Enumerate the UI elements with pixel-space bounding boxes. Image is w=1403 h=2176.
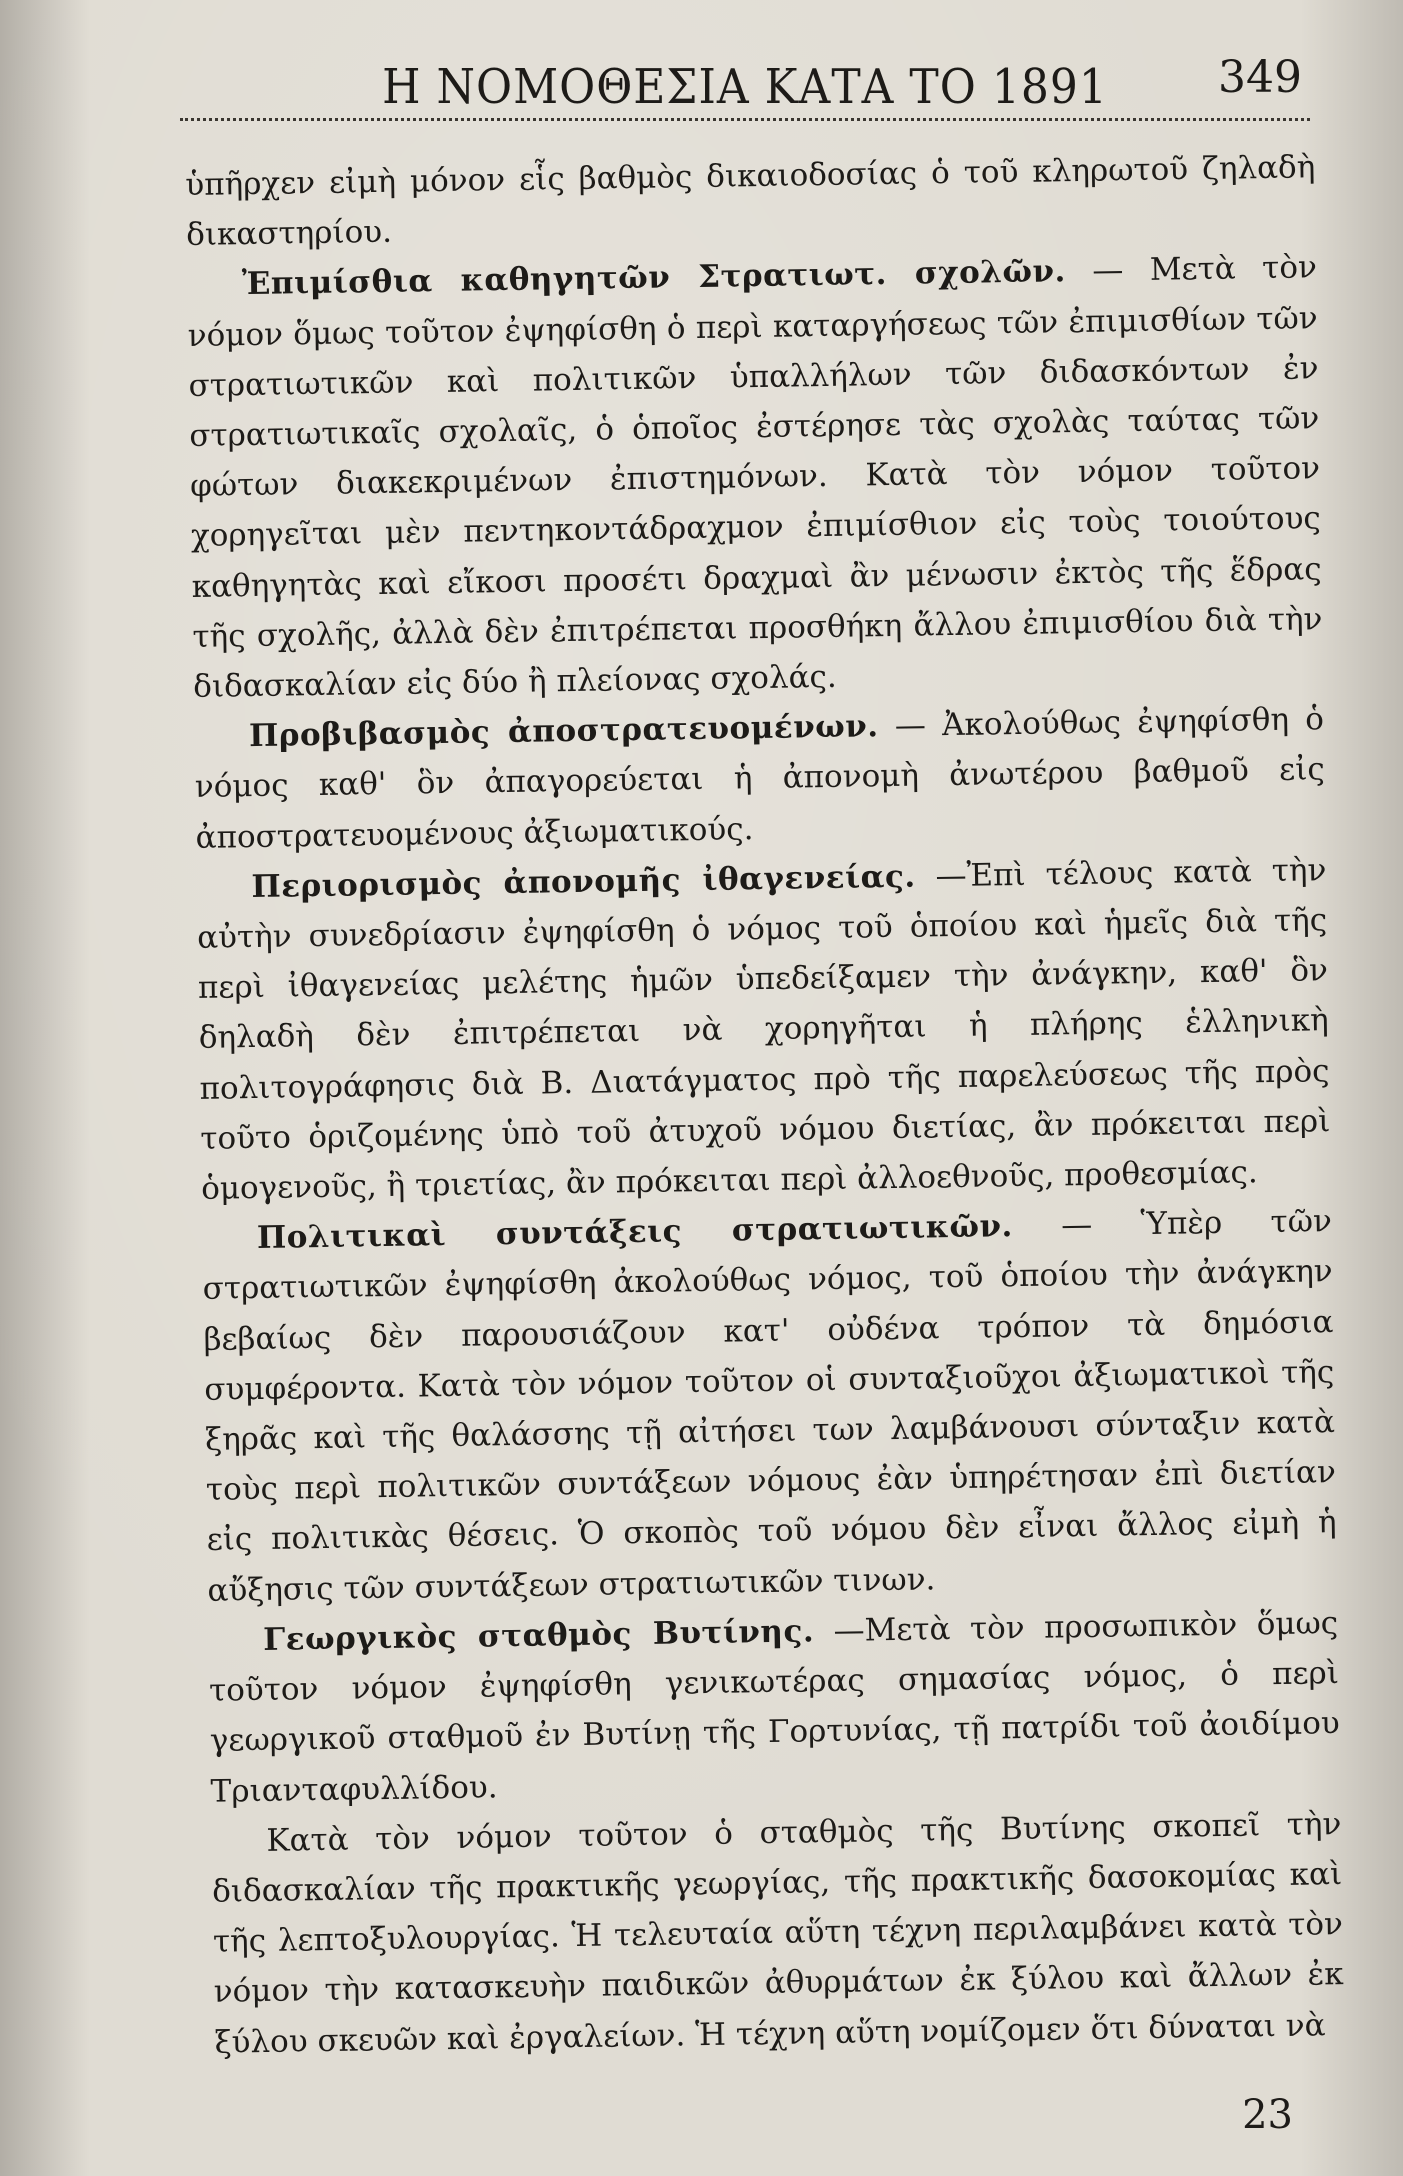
page-number: 349 [1218,52,1302,103]
paragraph-heading: Προβιβασμὸς ἀποστρατευομένων. [248,708,879,755]
paragraph-text: — Ὑπὲρ τῶν στρατιωτικῶν ἐψηφίσθη ἀκολούθως νόμος, τοῦ ὁποίου τὴν ἀνάγκην βεβαίως δὲν παρουσιάζουν κατ' οὐδένα τρόπον τὰ δημόσια συμφέροντα. Κατὰ τὸν νόμον τοῦτον οἱ συνταξιοῦχοι ἀξιωματικοὶ τῆς ξηρᾶς καὶ τῆς θαλάσσης τῇ αἰτήσει των λαμβάνουσι σύνταξιν κατὰ τοὺς περὶ πολιτικῶν συντάξεων νόμους ἐὰν ὑπηρέτησαν ἐπὶ διετίαν εἰς πολιτικὰς θέσεις. Ὁ σκοπὸς τοῦ νόμου δὲν εἶναι ἄλλος εἰμὴ ἡ αὔξησις τῶν συντάξεων στρατιωτικῶν τινων. [202,1203,1337,1609]
paragraph-text: — Μετὰ τὸν νόμον ὅμως τοῦτον ἐψηφίσθη ὁ περὶ καταργήσεως τῶν ἐπιμισθίων τῶν στρατιωτικῶν καὶ πολιτικῶν ὑπαλλήλων τῶν διδασκόντων ἐν στρατιωτικαῖς σχολαῖς, ὁ ὁποῖος ἐστέρησε τὰς σχολὰς ταύτας τῶν φώτων διακεκριμένων ἐπιστημόνων. Κατὰ τὸν νόμον τοῦτον χορηγεῖται μὲν πεντηκοντάδραχμον ἐπιμίσθιον εἰς τοὺς τοιούτους καθηγητὰς καὶ εἴκοσι προσέτι δραχμαὶ ἂν μένωσιν ἐκτὸς τῆς ἕδρας τῆς σχολῆς, ἀλλὰ δὲν ἐπιτρέπεται προσθήκη ἄλλου ἐπιμισθίου διὰ τὴν διδασκαλίαν εἰς δύο ἢ πλείονας σχολάς. [187,249,1323,705]
paragraph-provivasmos [194,694,1326,862]
paragraph-periorismos [196,845,1331,1214]
paragraph-heading: Περιορισμὸς ἀπονομῆς ἰθαγενείας. [251,858,916,905]
paragraph-text: —Μετὰ τὸν προσωπικὸν ὅμως τοῦτον νόμον ἐψηφίσθη γενικωτέρας σημασίας νόμος, ὁ περὶ γεωργικοῦ σταθμοῦ ἐν Βυτίνῃ τῆς Γορτυνίας, τῇ πατρίδι τοῦ ἀοιδίμου Τριανταφυλλίδου. [208,1604,1340,1810]
paragraph-vytini-nomos [211,1799,1345,2068]
paragraph-heading: Ἐπιμίσθια καθηγητῶν Στρατιωτ. σχολῶν. [241,253,1067,303]
paragraph-syntakseis [202,1196,1338,1615]
paragraph-text: ὑπῆρχεν εἰμὴ μόνον εἷς βαθμὸς δικαιοδοσίας ὁ τοῦ κληρωτοῦ ζηλαδὴ δικαστηρίου. [185,149,1316,254]
paragraph-epimisthia [187,243,1324,713]
paragraph-heading: Πολιτικαὶ συντάξεις στρατιωτικῶν. [256,1208,1014,1257]
signature-mark: 23 [1242,2092,1293,2138]
paragraph-continuation [185,142,1316,260]
paragraph-georgikos-stathmos [208,1598,1341,1817]
paragraph-text: —Ἐπὶ τέλους κατὰ τὴν αὐτὴν συνεδρίασιν ἐψηφίσθη ὁ νόμος τοῦ ὁποίου καὶ ἡμεῖς διὰ τῆς περὶ ἰθαγενείας μελέτης ἡμῶν ὑπεδείξαμεν τὴν ἀνάγκην, καθ' ὃν δηλαδὴ δὲν ἐπιτρέπεται νὰ χορηγῆται ἡ πλήρης ἑλληνικὴ πολιτογράφησις διὰ Β. Διατάγματος πρὸ τῆς παρελεύσεως τῆς πρὸς τοῦτο ὁριζομένης ὑπὸ τοῦ ἀτυχοῦ νόμου διετίας, ἂν πρόκειται περὶ ὁμογενοῦς, ἢ τριετίας, ἂν πρόκειται περὶ ἀλλοεθνοῦς, προθεσμίας. [196,852,1331,1207]
paragraph-text: Κατὰ τὸν νόμον τοῦτον ὁ σταθμὸς τῆς Βυτίνης σκοπεῖ τὴν διδασκαλίαν τῆς πρακτικῆς γεωργίας, τῆς πρακτικῆς δασοκομίας καὶ τῆς λεπτοξυλουργίας. Ἡ τελευταία αὕτη τέχνη περιλαμβάνει κατὰ τὸν νόμον τὴν κατασκευὴν παιδικῶν ἀθυρμάτων ἐκ ξύλου καὶ ἄλλων ἐκ ξύλου σκευῶν καὶ ἐργαλείων. Ἡ τέχνη αὕτη νομίζομεν ὅτι δύναται νὰ [211,1805,1344,2061]
running-title: Η ΝΟΜΟΘΕΣΙΑ ΚΑΤΑ ΤΟ 1891 [382,59,1108,116]
running-head [180,48,1310,121]
body-text [185,142,1345,2067]
paragraph-heading: Γεωργικὸς σταθμὸς Βυτίνης. [262,1613,815,1658]
paragraph-text: — Ἀκολούθως ἐψηφίσθη ὁ νόμος καθ' ὃν ἀπαγορεύεται ἡ ἀπονομὴ ἀνωτέρου βαθμοῦ εἰς ἀποστρατευομένους ἀξιωματικούς. [194,701,1325,856]
